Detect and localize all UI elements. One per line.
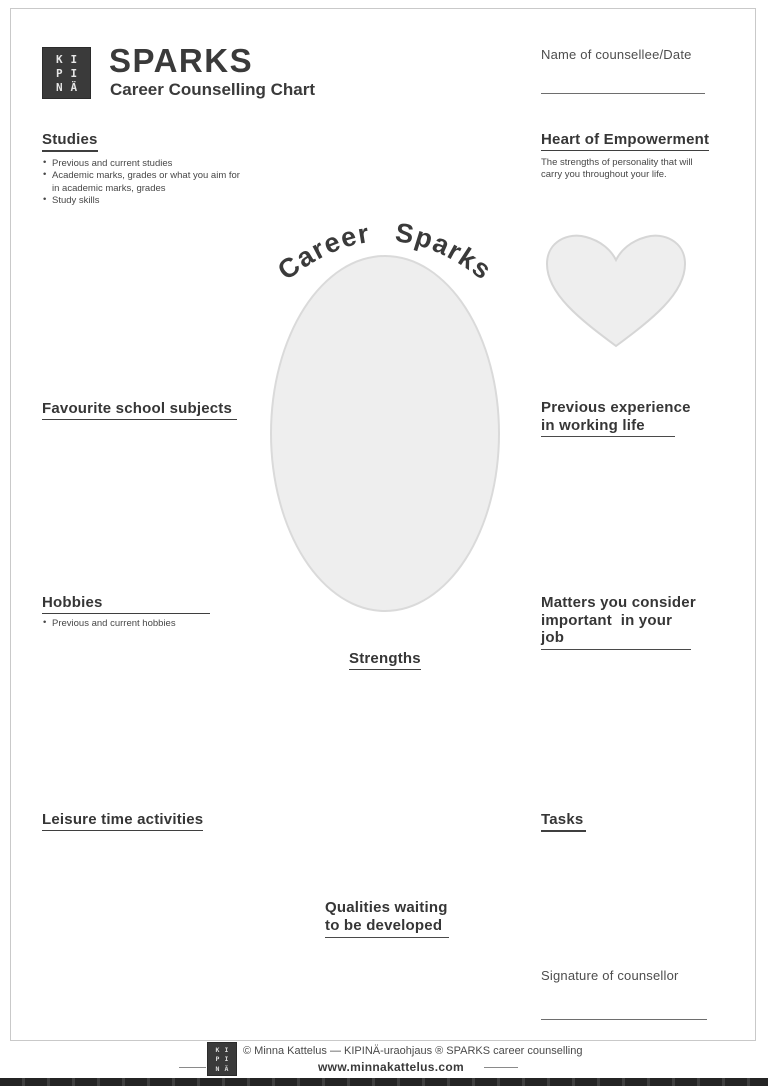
qualities-section [325, 899, 449, 938]
strengths-heading: Strengths [349, 650, 421, 670]
logo-letter: I [224, 1055, 229, 1064]
previous-experience-section [541, 399, 691, 437]
logo-letter: K [215, 1046, 220, 1054]
page-subtitle: Career Counselling Chart [110, 80, 315, 99]
matters-heading-line1: Matters you consider [541, 594, 696, 611]
name-of-counsellee-label: Name of counsellee/Date [541, 47, 692, 62]
heart-of-empowerment-description: The strengths of personality that will carry you throughout your life. [541, 157, 693, 181]
logo-letter: N [215, 1064, 220, 1073]
heart-of-empowerment-section [541, 131, 721, 182]
name-of-counsellee-line [541, 93, 705, 94]
qualities-heading-line2: to be developed [325, 917, 449, 938]
studies-bullet-list [42, 158, 244, 207]
studies-section [42, 131, 244, 207]
heart-shape [539, 226, 693, 352]
studies-heading: Studies [42, 131, 98, 152]
tasks-heading: Tasks [541, 811, 586, 832]
studies-bullet: • Study skills [42, 195, 244, 207]
hobbies-bullet-list [42, 618, 244, 630]
matters-heading-line2: important in your job [541, 612, 691, 650]
footer-left-line [179, 1067, 206, 1068]
hobbies-bullet: • Previous and current hobbies [42, 618, 244, 630]
studies-bullet: • Previous and current studies [42, 158, 244, 170]
previous-experience-heading-line2: in working life [541, 417, 675, 438]
page-title: SPARKS [109, 42, 254, 79]
signature-line [541, 1019, 707, 1020]
heart-of-empowerment-heading: Heart of Empowerment [541, 131, 709, 151]
logo-letter: N [55, 80, 63, 94]
footer-right-line [484, 1067, 518, 1068]
kipina-logo [42, 47, 91, 99]
logo-letter: P [55, 66, 63, 80]
website-text: www.minnakattelus.com [318, 1060, 464, 1074]
logo-letter: K [55, 53, 63, 66]
leisure-time-activities-heading: Leisure time activities [42, 811, 203, 831]
hobbies-heading: Hobbies [42, 594, 210, 614]
favourite-school-subjects-heading: Favourite school subjects [42, 400, 237, 420]
logo-letter: I [224, 1046, 229, 1054]
studies-bullet: • Academic marks, grades or what you aim for in academic marks, grades [42, 170, 244, 195]
footer-kipina-logo [207, 1042, 237, 1076]
hobbies-section [42, 594, 244, 630]
career-sparks-arched-title: Career Sparks [272, 216, 498, 286]
signature-of-counsellor-label: Signature of counsellor [541, 968, 679, 983]
copyright-text: © Minna Kattelus — KIPINÄ-uraohjaus ® SPARKS career counselling [243, 1045, 583, 1057]
logo-letter: Ä [70, 80, 78, 94]
matters-important-section [541, 594, 696, 650]
logo-letter: Ä [224, 1064, 229, 1073]
scan-edge-bar [0, 1078, 768, 1086]
logo-letter: I [70, 53, 78, 66]
logo-letter: I [70, 66, 78, 80]
career-sparks-ellipse [270, 255, 500, 612]
qualities-heading-line1: Qualities waiting [325, 899, 448, 916]
previous-experience-heading-line1: Previous experience [541, 399, 691, 416]
logo-letter: P [215, 1055, 220, 1064]
